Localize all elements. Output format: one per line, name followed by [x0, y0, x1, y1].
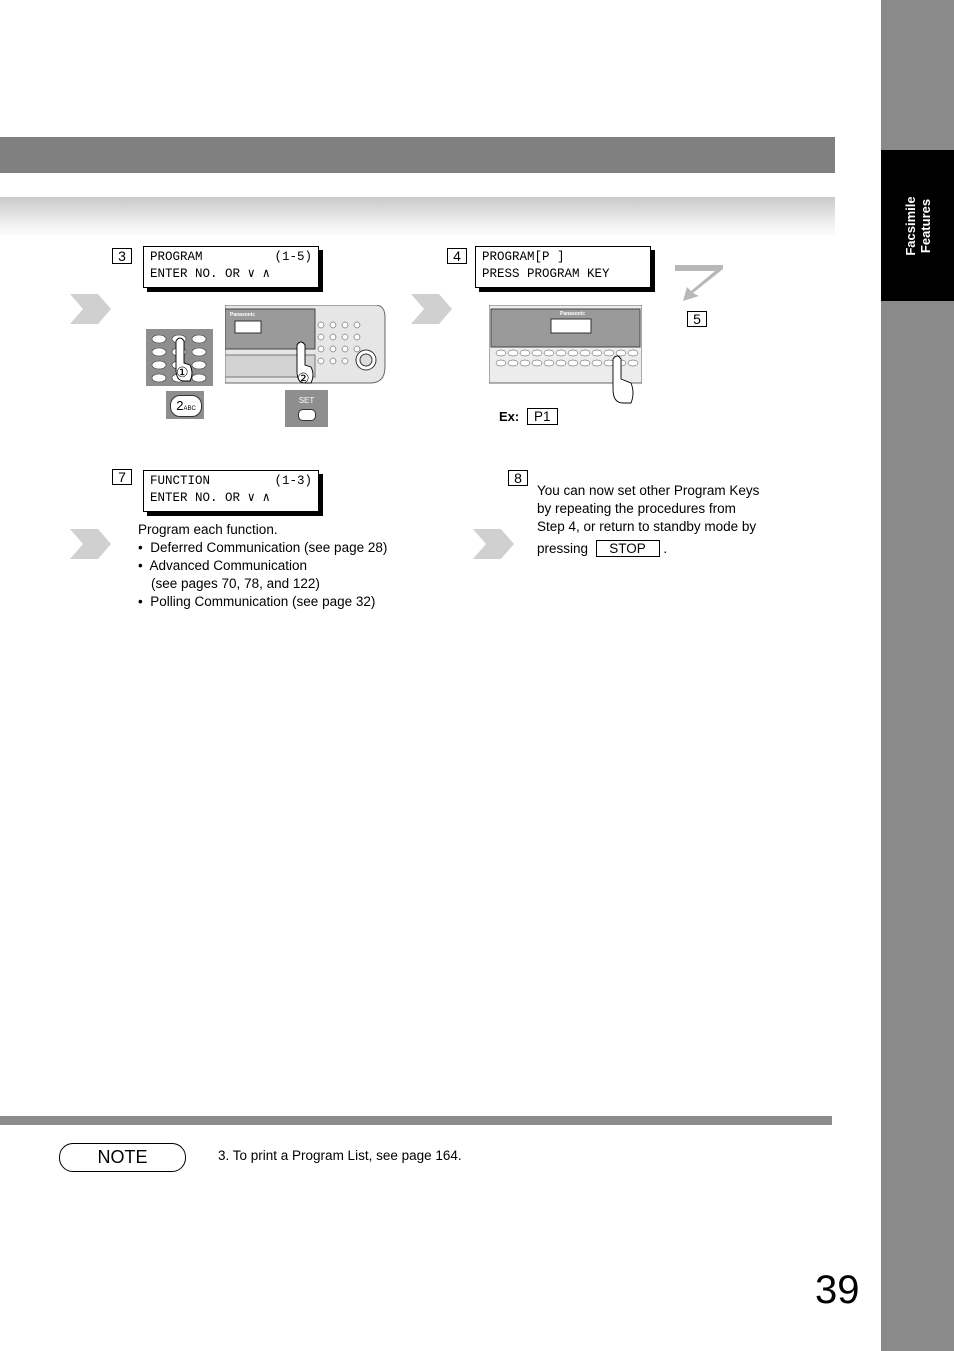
panel-brand-logo: Panasonic	[230, 312, 256, 318]
function-bullet: • Deferred Communication (see page 28)	[138, 540, 388, 555]
step-3-callout-2: ②	[297, 370, 310, 386]
stop-key[interactable]: STOP	[596, 540, 660, 557]
key-2-button[interactable]: 2ABC	[170, 395, 202, 417]
step-8-number: 8	[508, 470, 528, 486]
step-3-lcd-display: PROGRAM (1-5) ENTER NO. OR ∨ ∧	[143, 246, 319, 288]
key-2-tile	[166, 391, 204, 419]
example-label: Ex:	[499, 409, 520, 424]
step-4-number: 4	[447, 248, 467, 264]
note-text: 3. To print a Program List, see page 164.	[218, 1148, 462, 1163]
step-3-callout-1: ①	[176, 364, 189, 380]
program-key-p1[interactable]: P1	[527, 408, 558, 425]
header-gradient-bar	[0, 197, 835, 237]
step-7-number: 7	[112, 469, 132, 485]
step-7-lcd-display: FUNCTION (1-3) ENTER NO. OR ∨ ∧	[143, 470, 319, 512]
function-bullet: • Advanced Communication	[138, 558, 308, 573]
step-4-arrow-icon	[409, 294, 453, 324]
footer-bar	[0, 1116, 832, 1125]
note-label: NOTE	[59, 1143, 186, 1172]
step-3-arrow-icon	[68, 294, 112, 324]
step-8-arrow-icon	[471, 529, 515, 559]
section-tab-label: Facsimile Features	[902, 195, 933, 256]
header-bar	[0, 137, 835, 173]
set-key-tile: SET	[285, 390, 328, 427]
step-8-instructions: You can now set other Program Keys by repeating the procedures from Step 4, or return to standby mode by pressing STOP .	[537, 483, 760, 556]
step-4-lcd-display: PROGRAM[P ] PRESS PROGRAM KEY	[475, 246, 651, 288]
program-key-panel-illustration	[489, 305, 642, 405]
step-7-instructions: Program each function. • Deferred Communication (see page 28) • Advanced Communication (see pages 70, 78, and 122) • Polling Communication (see page 32)	[138, 521, 438, 611]
step-5-number: 5	[687, 311, 707, 327]
function-bullet: • Polling Communication (see page 32)	[138, 594, 376, 609]
page-number: 39	[815, 1268, 860, 1312]
set-button[interactable]	[298, 409, 316, 421]
step-3-number: 3	[112, 248, 132, 264]
program-panel-brand-logo: Panasonic	[560, 311, 586, 317]
step-7-arrow-icon	[68, 529, 112, 559]
return-arrow-icon	[675, 265, 725, 303]
